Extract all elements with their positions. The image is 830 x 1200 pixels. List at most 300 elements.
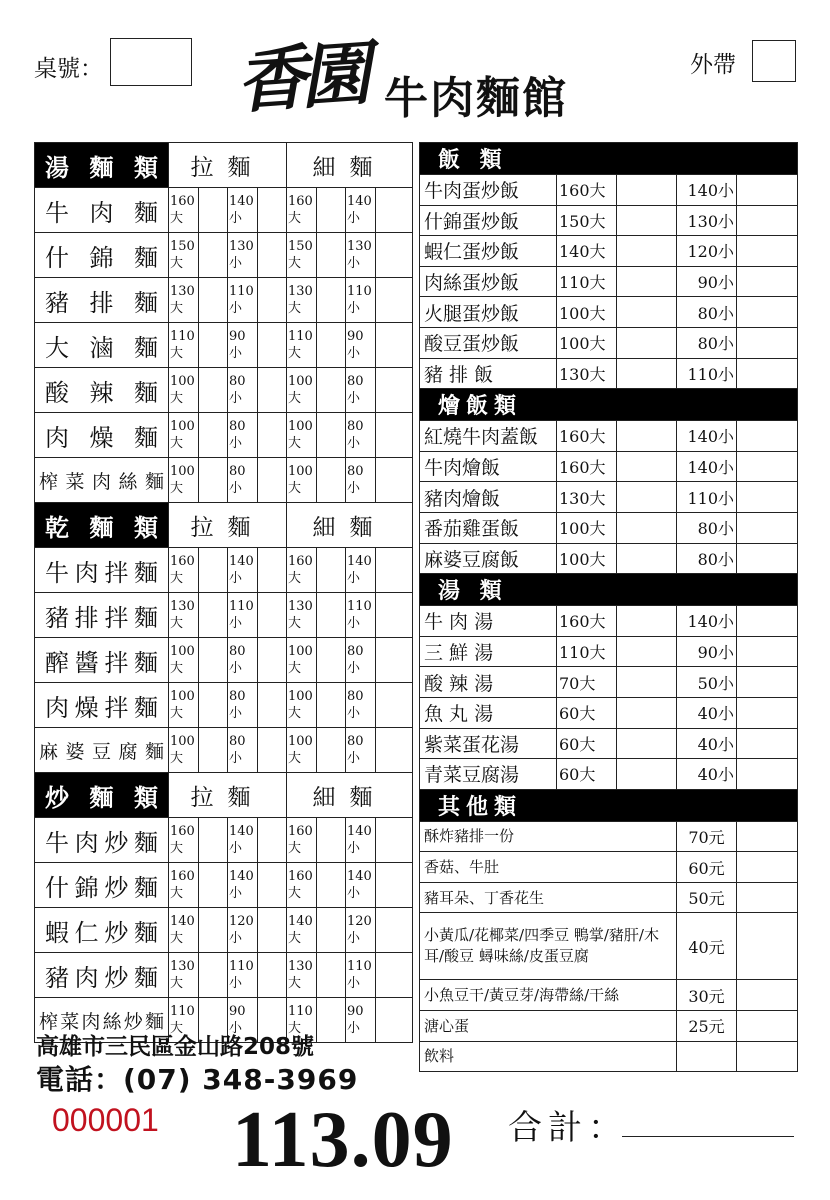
price-cell: 150大 xyxy=(287,233,317,278)
item-name: 豬肉燴飯 xyxy=(420,482,557,513)
order-qty-cell[interactable] xyxy=(737,358,798,389)
price-cell: 130大 xyxy=(169,278,199,323)
order-qty-cell[interactable] xyxy=(258,413,287,458)
issue-number: 113.09 xyxy=(232,1096,454,1184)
price-cell: 90小 xyxy=(346,998,376,1043)
price-cell: 130小 xyxy=(346,233,376,278)
order-qty-cell[interactable] xyxy=(258,683,287,728)
price-cell: 100大 xyxy=(169,413,199,458)
item-name: 榨菜肉絲炒麵 xyxy=(35,998,169,1043)
order-qty-cell[interactable] xyxy=(376,278,413,323)
price-large: 100大 xyxy=(557,297,617,328)
price-large: 130大 xyxy=(557,482,617,513)
order-qty-cell[interactable] xyxy=(199,188,228,233)
order-qty-cell[interactable] xyxy=(317,593,346,638)
order-qty-cell[interactable] xyxy=(199,638,228,683)
order-qty-cell[interactable] xyxy=(617,667,677,698)
order-qty-cell[interactable] xyxy=(199,368,228,413)
order-qty-cell[interactable] xyxy=(199,908,228,953)
price-large: 150大 xyxy=(557,205,617,236)
price-large: 100大 xyxy=(557,327,617,358)
menu-item-row xyxy=(420,327,798,358)
order-qty-cell[interactable] xyxy=(258,908,287,953)
menu-item-row xyxy=(35,458,413,503)
menu-item-row xyxy=(35,683,413,728)
order-qty-cell[interactable] xyxy=(376,323,413,368)
category-heading: 飯 類 xyxy=(420,143,798,175)
price-cell: 80小 xyxy=(228,683,258,728)
order-qty-cell[interactable] xyxy=(737,236,798,267)
order-qty-cell[interactable] xyxy=(737,852,798,883)
item-name: 酥炸豬排一份 xyxy=(420,821,677,852)
order-qty-cell[interactable] xyxy=(317,278,346,323)
price-cell: 25元 xyxy=(677,1011,737,1042)
order-qty-cell[interactable] xyxy=(737,482,798,513)
price-cell: 130大 xyxy=(169,593,199,638)
price-cell: 140小 xyxy=(346,548,376,593)
price-cell: 130大 xyxy=(287,593,317,638)
order-qty-cell[interactable] xyxy=(737,636,798,667)
item-name: 牛 肉 湯 xyxy=(420,606,557,637)
price-small: 90小 xyxy=(677,636,737,667)
order-qty-cell[interactable] xyxy=(376,953,413,998)
order-qty-cell[interactable] xyxy=(376,548,413,593)
order-qty-cell[interactable] xyxy=(617,759,677,790)
order-qty-cell[interactable] xyxy=(376,818,413,863)
item-name: 小魚豆干/黃豆芽/海帶絲/干絲 xyxy=(420,980,677,1011)
order-qty-cell[interactable] xyxy=(199,233,228,278)
order-qty-cell[interactable] xyxy=(737,913,798,980)
price-cell: 100大 xyxy=(287,638,317,683)
price-cell: 140小 xyxy=(228,863,258,908)
category-heading: 其他類 xyxy=(420,789,798,821)
menu-item-row xyxy=(420,236,798,267)
order-qty-cell[interactable] xyxy=(737,1011,798,1042)
menu-item-row xyxy=(35,953,413,998)
item-name: 溏心蛋 xyxy=(420,1011,677,1042)
price-small: 140小 xyxy=(677,175,737,206)
item-name: 豬耳朵、丁香花生 xyxy=(420,882,677,913)
category-heading: 炒麵類 xyxy=(35,773,169,818)
price-small: 120小 xyxy=(677,236,737,267)
item-name: 豬排麵 xyxy=(35,278,169,323)
order-qty-cell[interactable] xyxy=(737,451,798,482)
price-cell: 100大 xyxy=(169,638,199,683)
order-qty-cell[interactable] xyxy=(258,728,287,773)
price-cell: 30元 xyxy=(677,980,737,1011)
price-cell: 100大 xyxy=(169,683,199,728)
order-qty-cell[interactable] xyxy=(199,818,228,863)
menu-item-row xyxy=(420,482,798,513)
item-name: 青菜豆腐湯 xyxy=(420,759,557,790)
item-name: 什錦炒麵 xyxy=(35,863,169,908)
order-qty-cell[interactable] xyxy=(317,818,346,863)
order-qty-cell[interactable] xyxy=(617,327,677,358)
order-qty-cell[interactable] xyxy=(737,697,798,728)
order-qty-cell[interactable] xyxy=(617,236,677,267)
price-large: 160大 xyxy=(557,606,617,637)
order-qty-cell[interactable] xyxy=(317,548,346,593)
price-cell: 100大 xyxy=(287,368,317,413)
order-qty-cell[interactable] xyxy=(199,593,228,638)
order-qty-cell[interactable] xyxy=(258,593,287,638)
order-qty-cell[interactable] xyxy=(199,683,228,728)
order-qty-cell[interactable] xyxy=(258,188,287,233)
price-cell: 130小 xyxy=(228,233,258,278)
price-large: 160大 xyxy=(557,451,617,482)
price-large: 70大 xyxy=(557,667,617,698)
price-cell: 140小 xyxy=(346,818,376,863)
price-cell: 80小 xyxy=(228,728,258,773)
other-item-row xyxy=(420,882,798,913)
serial-number: 000001 xyxy=(52,1102,159,1138)
price-cell: 100大 xyxy=(169,728,199,773)
order-qty-cell[interactable] xyxy=(737,543,798,574)
menu-item-row xyxy=(420,512,798,543)
order-qty-cell[interactable] xyxy=(617,636,677,667)
other-item-row xyxy=(420,1041,798,1072)
item-name: 麻婆豆腐麵 xyxy=(35,728,169,773)
price-cell: 110大 xyxy=(287,998,317,1043)
order-qty-cell[interactable] xyxy=(737,327,798,358)
order-qty-cell[interactable] xyxy=(617,451,677,482)
item-name: 豬 排 飯 xyxy=(420,358,557,389)
item-name: 酸 辣 湯 xyxy=(420,667,557,698)
price-large: 110大 xyxy=(557,266,617,297)
price-cell: 160大 xyxy=(169,188,199,233)
menu-item-row xyxy=(420,606,798,637)
menu-item-row xyxy=(420,421,798,452)
order-qty-cell[interactable] xyxy=(376,233,413,278)
price-cell: 90小 xyxy=(228,323,258,368)
menu-item-row xyxy=(420,266,798,297)
price-cell: 70元 xyxy=(677,821,737,852)
column-heading-lamian: 拉麵 xyxy=(169,773,287,818)
total-write-line[interactable] xyxy=(622,1136,794,1137)
order-qty-cell[interactable] xyxy=(258,953,287,998)
column-heading-ximian: 細麵 xyxy=(287,143,413,188)
rice-soup-menu-table xyxy=(419,142,798,1072)
price-small: 40小 xyxy=(677,759,737,790)
menu-item-row xyxy=(420,175,798,206)
order-qty-cell[interactable] xyxy=(199,728,228,773)
price-cell: 80小 xyxy=(346,638,376,683)
item-name: 牛肉蛋炒飯 xyxy=(420,175,557,206)
order-qty-cell[interactable] xyxy=(317,998,346,1043)
item-name: 麻婆豆腐飯 xyxy=(420,543,557,574)
order-qty-cell[interactable] xyxy=(737,980,798,1011)
takeout-checkbox[interactable] xyxy=(752,40,796,82)
price-small: 90小 xyxy=(677,266,737,297)
order-qty-cell[interactable] xyxy=(376,683,413,728)
price-cell: 140小 xyxy=(346,863,376,908)
order-qty-cell[interactable] xyxy=(617,728,677,759)
menu-item-row xyxy=(35,908,413,953)
price-cell: 80小 xyxy=(346,368,376,413)
order-qty-cell[interactable] xyxy=(317,908,346,953)
price-cell: 110小 xyxy=(346,278,376,323)
order-qty-cell[interactable] xyxy=(737,1041,798,1072)
order-qty-cell[interactable] xyxy=(258,818,287,863)
other-item-row xyxy=(420,821,798,852)
menu-item-row xyxy=(35,188,413,233)
order-qty-cell[interactable] xyxy=(737,667,798,698)
order-qty-cell[interactable] xyxy=(199,953,228,998)
category-heading: 乾麵類 xyxy=(35,503,169,548)
order-qty-cell[interactable] xyxy=(376,728,413,773)
price-cell: 90小 xyxy=(346,323,376,368)
order-qty-cell[interactable] xyxy=(258,548,287,593)
order-qty-cell[interactable] xyxy=(317,953,346,998)
order-qty-cell[interactable] xyxy=(376,188,413,233)
price-cell xyxy=(677,1041,737,1072)
price-cell: 130大 xyxy=(287,953,317,998)
menu-item-row xyxy=(420,667,798,698)
order-qty-cell[interactable] xyxy=(317,413,346,458)
order-qty-cell[interactable] xyxy=(617,512,677,543)
order-qty-cell[interactable] xyxy=(199,413,228,458)
shop-logo: 香園 xyxy=(233,31,368,124)
price-cell: 100大 xyxy=(287,683,317,728)
order-qty-cell[interactable] xyxy=(617,297,677,328)
order-qty-cell[interactable] xyxy=(258,323,287,368)
price-cell: 100大 xyxy=(287,458,317,503)
order-qty-cell[interactable] xyxy=(317,638,346,683)
item-name: 香菇、牛肚 xyxy=(420,852,677,883)
menu-item-row xyxy=(420,205,798,236)
menu-item-row xyxy=(420,636,798,667)
order-qty-cell[interactable] xyxy=(617,482,677,513)
order-qty-cell[interactable] xyxy=(199,458,228,503)
price-large: 160大 xyxy=(557,175,617,206)
order-qty-cell[interactable] xyxy=(199,548,228,593)
price-cell: 110小 xyxy=(346,953,376,998)
order-qty-cell[interactable] xyxy=(199,323,228,368)
shop-address: 高雄市三民區金山路208號 xyxy=(36,1034,315,1060)
shop-name: 牛肉麵館 xyxy=(384,73,568,124)
order-qty-cell[interactable] xyxy=(376,863,413,908)
menu-item-row xyxy=(420,543,798,574)
price-small: 110小 xyxy=(677,482,737,513)
item-name: 什錦蛋炒飯 xyxy=(420,205,557,236)
price-small: 140小 xyxy=(677,421,737,452)
price-small: 40小 xyxy=(677,728,737,759)
price-cell: 80小 xyxy=(346,458,376,503)
order-qty-cell[interactable] xyxy=(317,323,346,368)
price-large: 60大 xyxy=(557,728,617,759)
order-qty-cell[interactable] xyxy=(617,543,677,574)
order-qty-cell[interactable] xyxy=(617,606,677,637)
item-name: 榨菜肉絲麵 xyxy=(35,458,169,503)
order-qty-cell[interactable] xyxy=(317,728,346,773)
price-small: 80小 xyxy=(677,297,737,328)
order-qty-cell[interactable] xyxy=(199,863,228,908)
order-qty-cell[interactable] xyxy=(376,458,413,503)
section-header-row xyxy=(420,389,798,421)
section-header-row xyxy=(420,143,798,175)
section-header-row xyxy=(35,143,413,188)
item-name: 醡醬拌麵 xyxy=(35,638,169,683)
menu-item-row xyxy=(420,728,798,759)
item-name: 小黃瓜/花椰菜/四季豆 鴨掌/豬肝/木耳/酸豆 蟳味絲/皮蛋豆腐 xyxy=(420,913,677,980)
order-qty-cell[interactable] xyxy=(376,413,413,458)
order-qty-cell[interactable] xyxy=(376,638,413,683)
order-qty-cell[interactable] xyxy=(317,368,346,413)
order-qty-cell[interactable] xyxy=(617,266,677,297)
menu-item-row xyxy=(420,297,798,328)
menu-item-row xyxy=(35,818,413,863)
item-name: 酸辣麵 xyxy=(35,368,169,413)
order-qty-cell[interactable] xyxy=(317,188,346,233)
order-qty-cell[interactable] xyxy=(258,233,287,278)
price-cell: 140大 xyxy=(287,908,317,953)
price-cell: 100大 xyxy=(169,368,199,413)
order-qty-cell[interactable] xyxy=(617,697,677,728)
takeout-label: 外帶 xyxy=(690,52,736,78)
price-large: 100大 xyxy=(557,512,617,543)
order-qty-cell[interactable] xyxy=(617,205,677,236)
price-small: 50小 xyxy=(677,667,737,698)
order-qty-cell[interactable] xyxy=(376,908,413,953)
order-qty-cell[interactable] xyxy=(737,297,798,328)
order-qty-cell[interactable] xyxy=(317,233,346,278)
order-qty-cell[interactable] xyxy=(737,512,798,543)
item-name: 紅燒牛肉蓋飯 xyxy=(420,421,557,452)
price-cell: 110大 xyxy=(169,323,199,368)
order-qty-cell[interactable] xyxy=(617,421,677,452)
item-name: 肉燥拌麵 xyxy=(35,683,169,728)
other-item-row xyxy=(420,1011,798,1042)
item-name: 蝦仁蛋炒飯 xyxy=(420,236,557,267)
price-cell: 80小 xyxy=(346,728,376,773)
price-cell: 140小 xyxy=(228,548,258,593)
item-name: 牛肉燴飯 xyxy=(420,451,557,482)
category-heading: 湯 類 xyxy=(420,574,798,606)
order-qty-cell[interactable] xyxy=(317,683,346,728)
order-qty-cell[interactable] xyxy=(376,593,413,638)
price-cell: 110小 xyxy=(228,953,258,998)
order-qty-cell[interactable] xyxy=(737,205,798,236)
price-small: 40小 xyxy=(677,697,737,728)
order-qty-cell[interactable] xyxy=(737,421,798,452)
price-large: 160大 xyxy=(557,421,617,452)
menu-item-row xyxy=(35,863,413,908)
price-cell: 130大 xyxy=(169,953,199,998)
menu-item-row xyxy=(420,697,798,728)
price-cell: 160大 xyxy=(287,818,317,863)
order-qty-cell[interactable] xyxy=(199,278,228,323)
order-qty-cell[interactable] xyxy=(258,458,287,503)
price-cell: 120小 xyxy=(228,908,258,953)
order-qty-cell[interactable] xyxy=(258,638,287,683)
order-qty-cell[interactable] xyxy=(737,821,798,852)
item-name: 三 鮮 湯 xyxy=(420,636,557,667)
order-qty-cell[interactable] xyxy=(617,358,677,389)
price-cell: 110小 xyxy=(228,593,258,638)
price-small: 80小 xyxy=(677,327,737,358)
price-small: 80小 xyxy=(677,543,737,574)
order-qty-cell[interactable] xyxy=(317,863,346,908)
order-qty-cell[interactable] xyxy=(737,606,798,637)
menu-item-row xyxy=(35,638,413,683)
price-cell: 140小 xyxy=(228,818,258,863)
column-heading-ximian: 細麵 xyxy=(287,773,413,818)
order-qty-cell[interactable] xyxy=(376,998,413,1043)
noodle-menu-table xyxy=(34,142,413,1043)
order-qty-cell[interactable] xyxy=(737,266,798,297)
price-cell: 80小 xyxy=(346,413,376,458)
price-cell: 90小 xyxy=(228,998,258,1043)
menu-item-row xyxy=(35,368,413,413)
item-name: 牛肉炒麵 xyxy=(35,818,169,863)
price-cell: 100大 xyxy=(169,458,199,503)
shop-phone: 電話：(07) 348-3969 xyxy=(36,1063,359,1096)
item-name: 酸豆蛋炒飯 xyxy=(420,327,557,358)
price-cell: 160大 xyxy=(287,863,317,908)
order-qty-cell[interactable] xyxy=(617,175,677,206)
menu-item-row xyxy=(35,323,413,368)
order-qty-cell[interactable] xyxy=(317,458,346,503)
price-cell: 140大 xyxy=(169,908,199,953)
order-qty-cell[interactable] xyxy=(258,368,287,413)
price-large: 60大 xyxy=(557,759,617,790)
order-qty-cell[interactable] xyxy=(737,175,798,206)
price-cell: 160大 xyxy=(287,188,317,233)
table-number-box[interactable] xyxy=(110,38,192,86)
order-qty-cell[interactable] xyxy=(737,759,798,790)
column-heading-ximian: 細麵 xyxy=(287,503,413,548)
order-qty-cell[interactable] xyxy=(258,278,287,323)
price-cell: 80小 xyxy=(228,638,258,683)
item-name: 大滷麵 xyxy=(35,323,169,368)
price-cell: 110小 xyxy=(346,593,376,638)
price-small: 140小 xyxy=(677,606,737,637)
category-heading: 燴飯類 xyxy=(420,389,798,421)
order-qty-cell[interactable] xyxy=(258,863,287,908)
price-small: 80小 xyxy=(677,512,737,543)
price-large: 60大 xyxy=(557,697,617,728)
price-large: 110大 xyxy=(557,636,617,667)
menu-item-row xyxy=(420,451,798,482)
section-header-row xyxy=(35,503,413,548)
price-cell: 120小 xyxy=(346,908,376,953)
price-cell: 80小 xyxy=(228,458,258,503)
order-qty-cell[interactable] xyxy=(376,368,413,413)
total-label: 合計： xyxy=(508,1108,628,1148)
menu-item-row xyxy=(420,358,798,389)
price-large: 100大 xyxy=(557,543,617,574)
price-large: 140大 xyxy=(557,236,617,267)
price-cell: 140小 xyxy=(228,188,258,233)
price-large: 130大 xyxy=(557,358,617,389)
price-cell: 140小 xyxy=(346,188,376,233)
order-qty-cell[interactable] xyxy=(737,728,798,759)
price-cell: 150大 xyxy=(169,233,199,278)
price-cell: 110大 xyxy=(169,998,199,1043)
price-small: 140小 xyxy=(677,451,737,482)
price-cell: 160大 xyxy=(169,548,199,593)
menu-item-row xyxy=(35,278,413,323)
item-name: 飲料 xyxy=(420,1041,677,1072)
other-item-row xyxy=(420,852,798,883)
item-name: 牛肉拌麵 xyxy=(35,548,169,593)
other-item-row xyxy=(420,980,798,1011)
price-small: 110小 xyxy=(677,358,737,389)
section-header-row xyxy=(420,574,798,606)
price-cell: 160大 xyxy=(169,818,199,863)
order-qty-cell[interactable] xyxy=(737,882,798,913)
column-heading-lamian: 拉麵 xyxy=(169,503,287,548)
